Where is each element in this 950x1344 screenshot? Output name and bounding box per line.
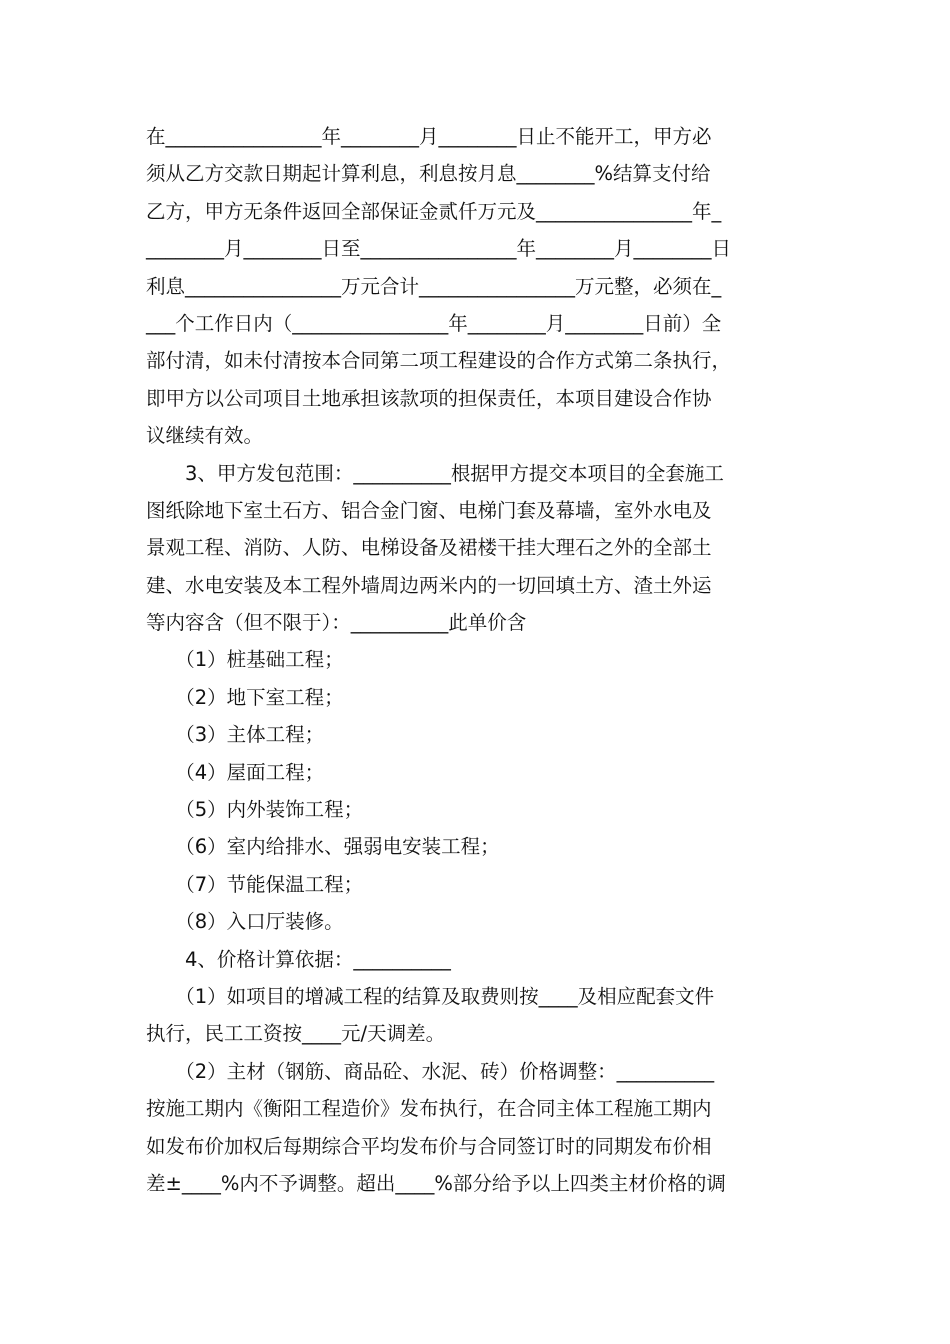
list-item: （7）节能保温工程；: [146, 872, 364, 896]
text-line: 部付清，如未付清按本合同第二项工程建设的合作方式第二条执行，: [146, 349, 732, 373]
list-item: （1）桩基础工程；: [146, 648, 344, 672]
list-item: （2）地下室工程；: [146, 685, 344, 709]
text-line: ___个工作日内（________________年________月________日前）全: [146, 311, 722, 335]
text-line: 乙方，甲方无条件返回全部保证金贰仟万元及________________年_: [146, 199, 722, 223]
text-line: 按施工期内《衡阳工程造价》发布执行，在合同主体工程施工期内: [146, 1097, 712, 1121]
text-line: 议继续有效。: [146, 424, 264, 448]
text-line: 须从乙方交款日期起计算利息，利息按月息________%结算支付给: [146, 162, 711, 186]
text-line: 如发布价加权后每期综合平均发布价与合同签订时的同期发布价相: [146, 1134, 712, 1158]
text-line: 等内容含（但不限于）：__________此单价含: [146, 611, 527, 635]
text-line: 建、水电安装及本工程外墙周边两米内的一切回填土方、渣土外运: [146, 573, 712, 597]
contract-body: [146, 118, 814, 1202]
text-line: 利息________________万元合计________________万元整，必须在_: [146, 274, 722, 298]
list-item: （5）内外装饰工程；: [146, 798, 364, 822]
text-line: ________月________日至________________年________月________日: [146, 237, 731, 261]
list-item: （4）屋面工程；: [146, 760, 325, 784]
list-item: （8）入口厅装修。: [146, 910, 344, 934]
text-line: （2）主材（钢筋、商品砼、水泥、砖）价格调整：__________: [146, 1059, 715, 1083]
text-line: 执行，民工工资按____元/天调差。: [146, 1022, 446, 1046]
text-line: 即甲方以公司项目土地承担该款项的担保责任，本项目建设合作协: [146, 386, 712, 410]
list-item: （3）主体工程；: [146, 723, 325, 747]
list-item: （6）室内给排水、强弱电安装工程；: [146, 835, 500, 859]
text-line: 图纸除地下室土石方、铝合金门窗、电梯门套及幕墙，室外水电及: [146, 498, 712, 522]
text-line: 在________________年________月________日止不能开工，甲方必: [146, 125, 712, 148]
text-line: （1）如项目的增减工程的结算及取费则按____及相应配套文件: [146, 984, 715, 1008]
section-3-heading: 3、甲方发包范围：__________根据甲方提交本项目的全套施工: [146, 461, 724, 485]
text-line: 差±____%内不予调整。超出____%部分给予以上四类主材价格的调: [146, 1171, 726, 1195]
text-line: 景观工程、消防、人防、电梯设备及裙楼干挂大理石之外的全部土: [146, 536, 712, 560]
section-4-heading: 4、价格计算依据：__________: [146, 947, 451, 971]
